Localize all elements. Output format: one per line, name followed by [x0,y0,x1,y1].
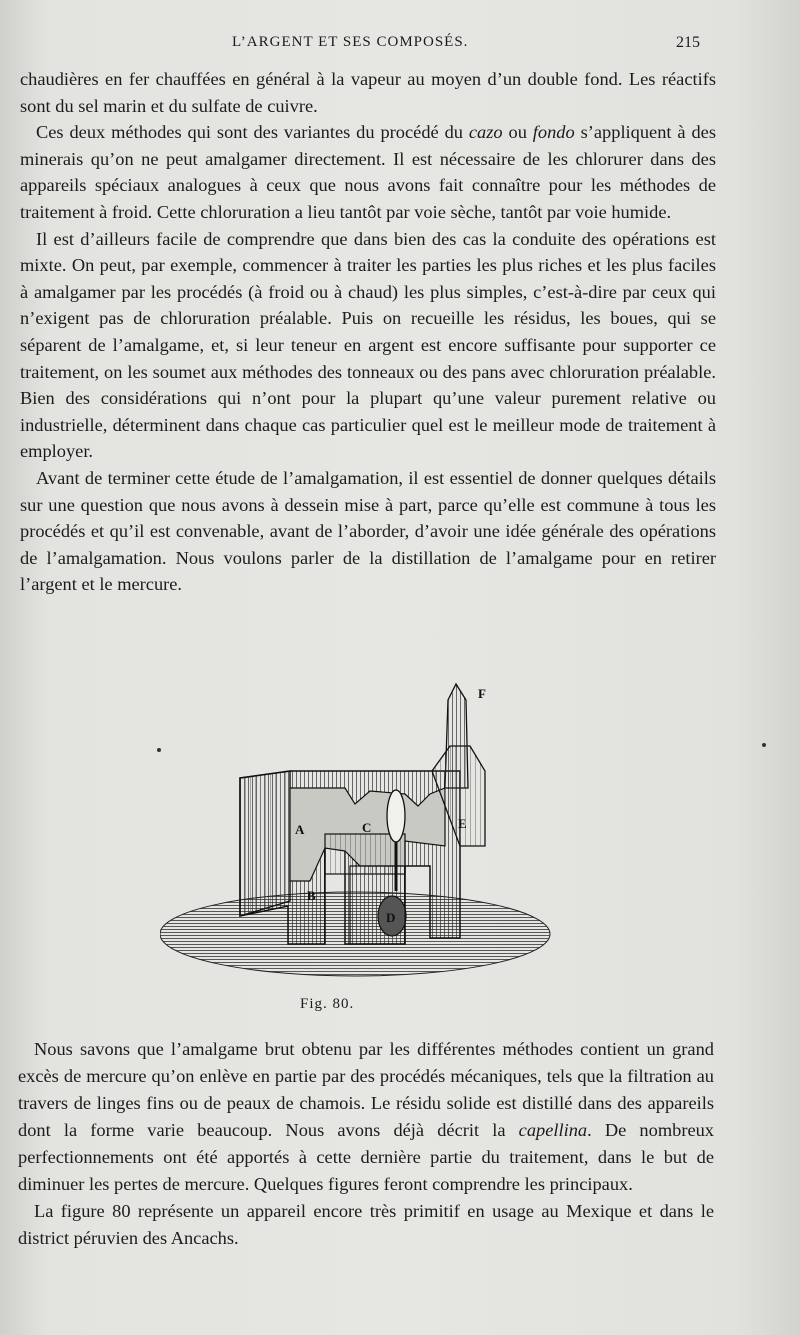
paragraph-5 [18,1036,714,1198]
paragraph-2-text: s’appliquent à des minerais qu’on ne peut amalgamer directement. Il est nécessaire de les chlorurer dans des appareils spéciaux analogues à ceux que nous avons fait connaître pour les méthodes de traitement à froid. Cette chloruration a lieu tantôt par voie sèche, tantôt par voie humide. [20,122,716,222]
left-wall [240,771,290,916]
page-header [0,30,800,54]
label-A: A [295,822,305,837]
paragraph-4: Avant de terminer cette étude de l’amalgamation, il est essentiel de donner quelques détails sur une question que nous avons à dessein mise à part, parce qu’elle est commune à tous les procédés et qu’il est convenable, avant de l’aborder, d’avoir une idée générale des opérations de l’amalgamation. Nous voulons parler de la distillation de l’amalgame pour en retirer l’argent et le mercure. [20,467,716,595]
label-B: B [307,888,316,903]
running-head: L’ARGENT ET SES COMPOSÉS. [232,34,469,50]
paragraph-1: chaudières en fer chauffées en général à la vapeur au moyen d’un double fond. Les réactifs sont du sel marin et du sulfate de cuivre. [20,69,716,116]
distillation-apparatus-engraving [160,676,560,981]
term-capellina: capellina [518,1120,588,1140]
body-text-top [20,66,716,598]
retort-bell [387,790,405,842]
page-number: 215 [676,34,700,51]
body-text-bottom [18,1036,714,1252]
paragraph-2-text: Ces deux méthodes qui sont des variantes du procédé du [36,122,469,143]
label-C: C [362,820,372,835]
label-F: F [478,686,486,701]
paragraph-3: Il est d’ailleurs facile de comprendre que dans bien des cas la conduite des opérations est mixte. On peut, par exemple, commencer à traiter les parties les plus riches et les plus faciles à amalgamer par les procédés (à froid ou à chaud) les plus simples, c’est-à-dire par ceux qui n’exigent pas de chloruration préalable. Puis on recueille les résidus, les boues, qui se séparent de l’amalgame, et, si leur teneur en argent est encore suffisante pour supporter ce traitement, on les soumet aux méthodes des tonneaux ou des pans avec chloruration préalable. Bien des considérations qui n’ont pour la plupart qu’une valeur purement relative ou industrielle, déterminent dans chaque cas particulier quel est le meilleur mode de traitement à employer. [20,228,716,462]
figure-caption: Fig. 80. [300,996,355,1012]
term-cazo: cazo [468,122,503,143]
paragraph-2 [20,119,716,225]
label-E: E [458,816,467,831]
ink-speck [762,743,766,747]
paragraph-2-text: ou [502,122,533,143]
paragraph-6: La figure 80 représente un appareil encore très primitif en usage au Mexique et dans le district péruvien des Ancachs. [18,1201,714,1248]
paragraph-5-text: . De nombreux perfectionnements ont été apportés à cette dernière partie du traitement, dans le but de diminuer les pertes de mercure. Quelques figures feront comprendre les principaux. [18,1120,714,1194]
term-fondo: fondo [532,122,575,143]
paragraph-5-text: Nous savons que l’amalgame brut obtenu par les différentes méthodes contient un grand excès de mercure qu’on enlève en partie par des procédés mécaniques, tels que la filtration au travers de linges fins ou de peaux de chamois. Le résidu solide est distillé dans des appareils dont la forme varie beaucoup. Nous avons déjà décrit la [18,1039,714,1140]
label-D: D [386,910,396,925]
figure-80-illustration [160,676,560,981]
ink-speck [157,748,161,752]
